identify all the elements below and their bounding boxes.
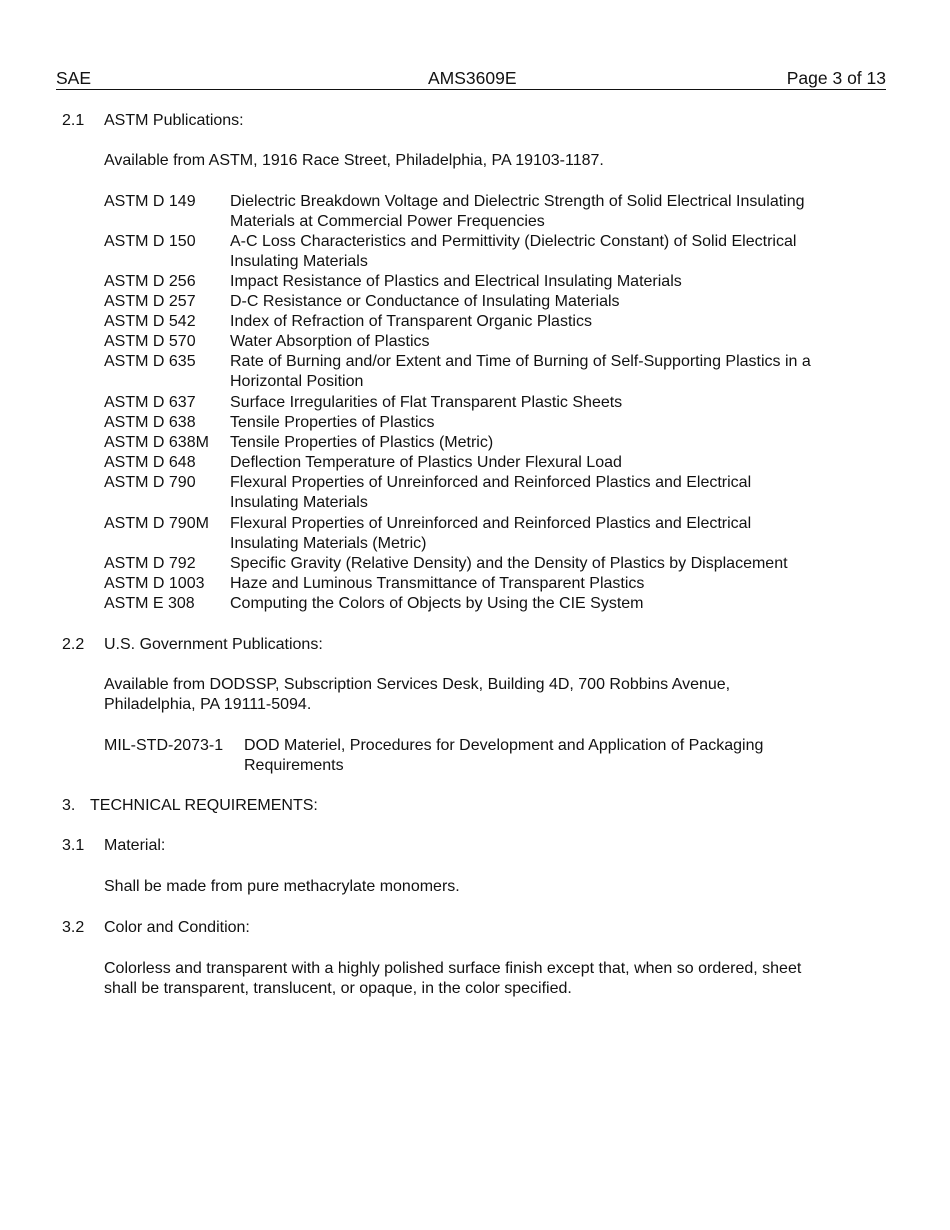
reference-title-line: Insulating Materials (230, 253, 368, 270)
reference-title-line: Materials at Commercial Power Frequencies (230, 213, 545, 230)
reference-code: ASTM D 150 (104, 233, 196, 250)
section-2-2-availability-line: Available from DODSSP, Subscription Services Desk, Building 4D, 700 Robbins Avenue, (104, 676, 731, 693)
reference-title-line: Dielectric Breakdown Voltage and Dielectric Strength of Solid Electrical Insulating (230, 193, 805, 210)
section-2-1-title: ASTM Publications: (104, 112, 244, 129)
reference-title-line: Water Absorption of Plastics (230, 333, 430, 350)
reference-title-line: Requirements (244, 757, 344, 774)
header-page-number: Page 3 of 13 (786, 68, 886, 88)
section-3-1-body: Shall be made from pure methacrylate monomers. (104, 878, 460, 895)
section-3-2-title: Color and Condition: (104, 919, 250, 936)
section-3-2-number: 3.2 (62, 919, 85, 936)
reference-code: ASTM D 635 (104, 353, 196, 370)
reference-title-line: Flexural Properties of Unreinforced and Reinforced Plastics and Electrical (230, 515, 752, 532)
reference-title-line: DOD Materiel, Procedures for Development and Application of Packaging (244, 737, 764, 754)
reference-code: ASTM D 790 (104, 474, 196, 491)
reference-title-line: Haze and Luminous Transmittance of Transparent Plastics (230, 575, 645, 592)
section-3-2-body-line: shall be transparent, translucent, or opaque, in the color specified. (104, 980, 572, 997)
reference-code: ASTM D 542 (104, 313, 196, 330)
reference-code: ASTM D 1003 (104, 575, 205, 592)
section-3-1-title: Material: (104, 837, 166, 854)
reference-title-line: Insulating Materials (230, 494, 368, 511)
section-2-1-number: 2.1 (62, 112, 85, 129)
header-doc-number: AMS3609E (428, 68, 517, 88)
reference-title-line: Tensile Properties of Plastics (Metric) (230, 434, 494, 451)
reference-title-line: Rate of Burning and/or Extent and Time of Burning of Self-Supporting Plastics in a (230, 353, 811, 370)
reference-title-line: Tensile Properties of Plastics (230, 414, 435, 431)
reference-code: ASTM D 637 (104, 394, 196, 411)
section-2-1-availability: Available from ASTM, 1916 Race Street, Philadelphia, PA 19103-1187. (104, 152, 604, 169)
header-org: SAE (56, 68, 92, 88)
reference-code: ASTM D 792 (104, 555, 196, 572)
reference-title-line: D-C Resistance or Conductance of Insulating Materials (230, 293, 620, 310)
reference-code: ASTM D 648 (104, 454, 196, 471)
section-3-number: 3. (62, 797, 76, 814)
reference-code: ASTM E 308 (104, 595, 195, 612)
reference-code: ASTM D 790M (104, 515, 209, 532)
section-2-2-availability-line: Philadelphia, PA 19111-5094. (104, 696, 312, 713)
reference-code: ASTM D 257 (104, 293, 196, 310)
reference-code: ASTM D 638M (104, 434, 209, 451)
section-3-title: TECHNICAL REQUIREMENTS: (90, 797, 318, 814)
reference-title-line: Impact Resistance of Plastics and Electrical Insulating Materials (230, 273, 682, 290)
reference-code: ASTM D 256 (104, 273, 196, 290)
reference-code: ASTM D 149 (104, 193, 196, 210)
section-3-2-body-line: Colorless and transparent with a highly polished surface finish except that, when so ordered, sheet (104, 960, 802, 977)
reference-title-line: Horizontal Position (230, 373, 364, 390)
reference-title-line: Deflection Temperature of Plastics Under Flexural Load (230, 454, 622, 471)
reference-title-line: Surface Irregularities of Flat Transparent Plastic Sheets (230, 394, 623, 411)
page-header (56, 67, 886, 90)
reference-code: MIL-STD-2073-1 (104, 737, 224, 754)
reference-title-line: Index of Refraction of Transparent Organic Plastics (230, 313, 592, 330)
section-2-2-title: U.S. Government Publications: (104, 636, 323, 653)
reference-code: ASTM D 638 (104, 414, 196, 431)
reference-title-line: Insulating Materials (Metric) (230, 535, 427, 552)
reference-title-line: A-C Loss Characteristics and Permittivity (Dielectric Constant) of Solid Electrical (230, 233, 797, 250)
section-3-1-number: 3.1 (62, 837, 85, 854)
reference-title-line: Computing the Colors of Objects by Using the CIE System (230, 595, 644, 612)
section-2-2-number: 2.2 (62, 636, 85, 653)
reference-title-line: Flexural Properties of Unreinforced and Reinforced Plastics and Electrical (230, 474, 752, 491)
reference-code: ASTM D 570 (104, 333, 196, 350)
reference-title-line: Specific Gravity (Relative Density) and the Density of Plastics by Displacement (230, 555, 788, 572)
